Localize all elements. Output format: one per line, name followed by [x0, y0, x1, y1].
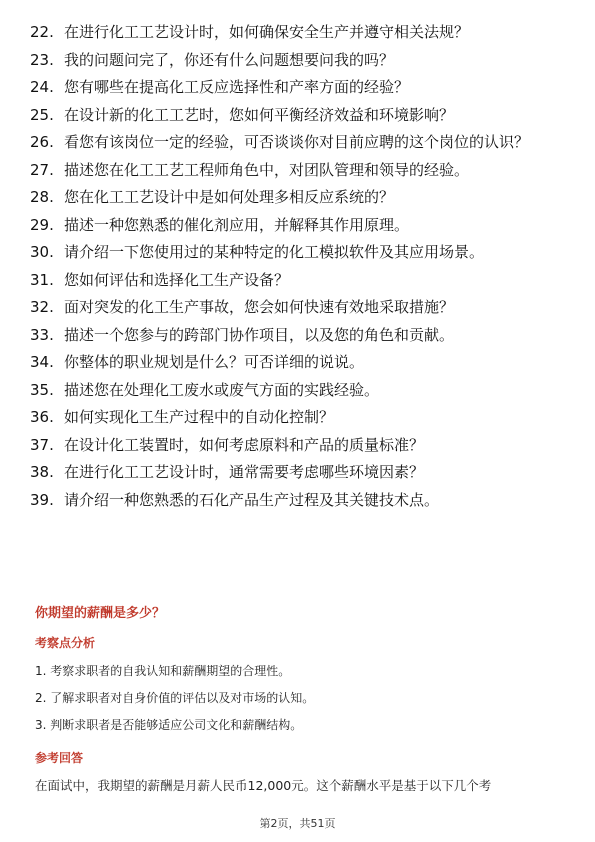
list-item [30, 50, 570, 71]
list-item [30, 407, 570, 428]
question-text: 看您有该岗位一定的经验，可否谈谈你对目前应聘的这个岗位的认识？ [64, 133, 530, 151]
list-item [30, 215, 570, 236]
list-item [30, 462, 570, 483]
question-text: 您如何评估和选择化工生产设备？ [64, 270, 290, 289]
answer-text: 在面试中，我期望的薪酬是月薪人民币12,000元。这个薪酬水平是基于以下几个考 [35, 778, 492, 793]
question-number: 26. [30, 133, 54, 151]
question-number: 35. [30, 380, 54, 399]
list-item [30, 435, 570, 456]
answer-body [35, 777, 565, 794]
question-number: 29. [30, 215, 54, 234]
question-number: 23. [30, 50, 54, 69]
question-text: 请介绍一种您熟悉的石化产品生产过程及其关键技术点。 [64, 490, 440, 509]
question-number: 24. [30, 78, 54, 96]
list-item [30, 105, 570, 126]
analysis-list [35, 663, 565, 733]
list-item [30, 187, 570, 208]
list-item [30, 242, 570, 263]
question-number: 22. [30, 23, 54, 41]
list-item [30, 380, 570, 401]
question-number: 34. [30, 353, 54, 371]
question-text: 在进行化工工艺设计时，通常需要考虑哪些环境因素？ [64, 463, 425, 481]
salary-section [35, 605, 565, 623]
list-item: 3. 判断求职者是否能够适应公司文化和薪酬结构。 [35, 718, 303, 732]
section-heading: 你期望的薪酬是多少？ [35, 606, 166, 621]
list-item [30, 132, 570, 153]
list-item: 2. 了解求职者对自身价值的评估以及对市场的认知。 [35, 691, 315, 705]
question-text: 您有哪些在提高化工反应选择性和产率方面的经验？ [64, 78, 410, 96]
question-text: 在设计化工装置时，如何考虑原料和产品的质量标准？ [64, 435, 425, 454]
question-text: 描述您在化工工艺工程师角色中，对团队管理和领导的经验。 [64, 160, 470, 179]
question-text: 描述一个您参与的跨部门协作项目，以及您的角色和贡献。 [64, 325, 455, 344]
question-list [30, 22, 570, 517]
list-item [30, 22, 570, 43]
question-number: 30. [30, 243, 54, 261]
question-text: 面对突发的化工生产事故，您会如何快速有效地采取措施？ [64, 298, 455, 316]
answer-block [35, 750, 565, 766]
answer-heading: 参考回答 [35, 751, 84, 765]
list-item [30, 352, 570, 373]
question-text: 在进行化工工艺设计时，如何确保安全生产并遵守相关法规？ [64, 23, 470, 41]
list-item [30, 160, 570, 181]
question-number: 32. [30, 298, 54, 316]
question-text: 你整体的职业规划是什么？可否详细的说说。 [64, 353, 365, 371]
question-text: 描述一种您熟悉的催化剂应用，并解释其作用原理。 [64, 215, 410, 234]
question-text: 描述您在处理化工废水或废气方面的实践经验。 [64, 380, 380, 399]
question-text: 您在化工工艺设计中是如何处理多相反应系统的？ [64, 188, 395, 206]
question-number: 33. [30, 325, 54, 344]
page-footer: 第2页，共51页 [259, 817, 336, 830]
question-text: 请介绍一下您使用过的某种特定的化工模拟软件及其应用场景。 [64, 243, 485, 261]
question-number: 39. [30, 490, 54, 509]
analysis-points [35, 663, 565, 744]
question-text: 在设计新的化工工艺时，您如何平衡经济效益和环境影响？ [64, 105, 455, 124]
question-number: 38. [30, 463, 54, 481]
question-number: 37. [30, 435, 54, 454]
list-item [30, 297, 570, 318]
question-number: 27. [30, 160, 54, 179]
list-item [30, 490, 570, 511]
list-item [30, 77, 570, 98]
question-number: 36. [30, 408, 54, 426]
question-number: 31. [30, 270, 54, 289]
question-number: 28. [30, 188, 54, 206]
analysis-heading: 考察点分析 [35, 636, 96, 650]
question-number: 25. [30, 105, 54, 124]
question-text: 如何实现化工生产过程中的自动化控制？ [64, 408, 335, 426]
list-item [30, 270, 570, 291]
list-item: 1. 考察求职者的自我认知和薪酬期望的合理性。 [35, 664, 291, 678]
question-text: 我的问题问完了，你还有什么问题想要问我的吗？ [64, 50, 395, 69]
list-item [30, 325, 570, 346]
analysis-block [35, 635, 565, 651]
